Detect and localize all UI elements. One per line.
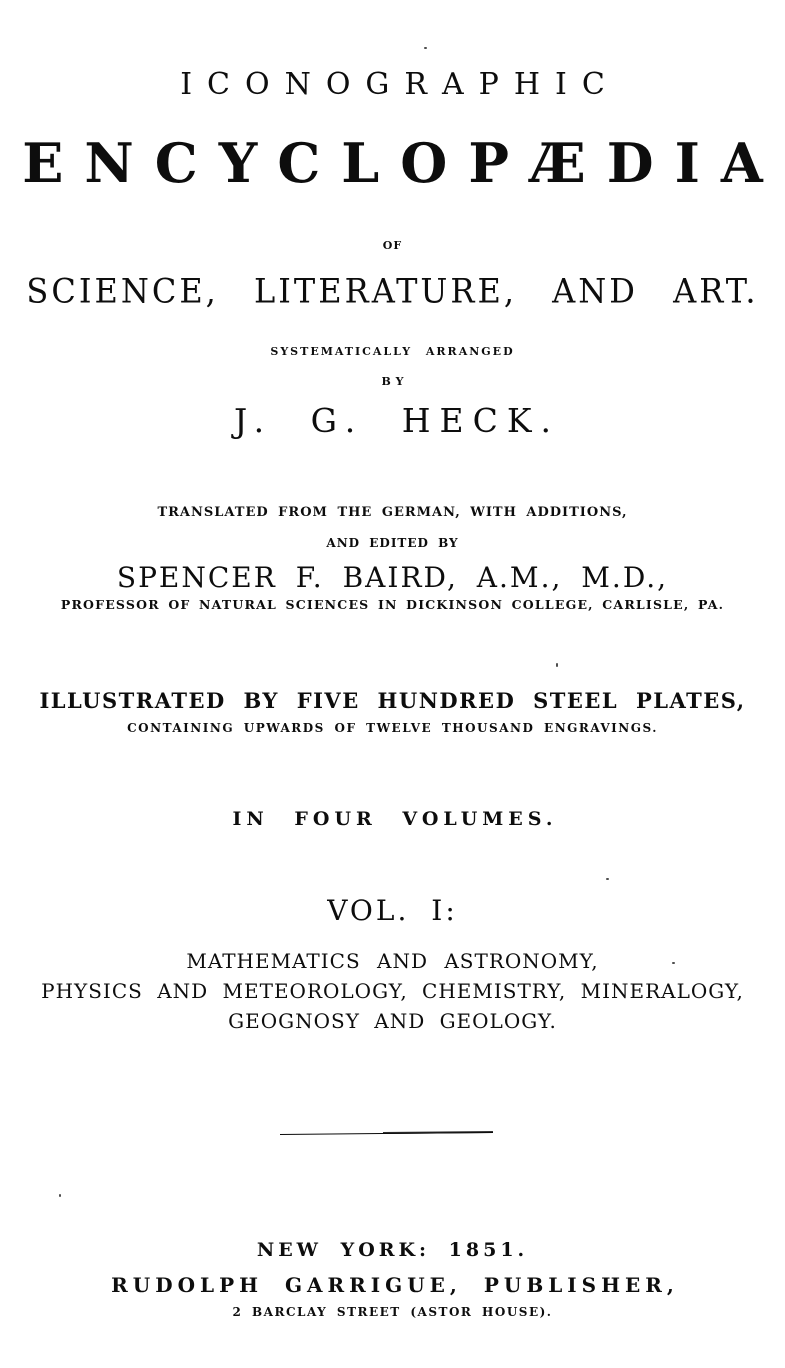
volume-number: VOL. I: — [327, 894, 458, 927]
editor-title: PROFESSOR OF NATURAL SCIENCES IN DICKINSON COLLEGE, CARLISLE, PA. — [60, 597, 725, 612]
pretitle: ICONOGRAPHIC — [180, 67, 620, 102]
scan-speck — [59, 1194, 61, 1197]
main-title: ENCYCLOPÆDIA — [22, 131, 784, 195]
editor-name: SPENCER F. BAIRD, A.M., M.D., — [116, 561, 669, 594]
divider-rule — [280, 1132, 493, 1135]
imprint-address: 2 BARCLAY STREET (ASTOR HOUSE). — [232, 1305, 553, 1319]
of-label: OF — [382, 239, 403, 252]
scan-speck — [424, 47, 427, 49]
scan-speck — [672, 962, 675, 964]
arranged-line: SYSTEMATICALLY ARRANGED — [270, 345, 515, 358]
illustration-line-2: CONTAINING UPWARDS OF TWELVE THOUSAND ENGRAVINGS. — [127, 721, 658, 735]
subject-line: SCIENCE, LITERATURE, AND ART. — [26, 270, 759, 311]
translation-line-1: TRANSLATED FROM THE GERMAN, WITH ADDITIONS, — [157, 505, 628, 520]
by-label: BY — [381, 375, 409, 388]
volumes-line: IN FOUR VOLUMES. — [232, 808, 558, 830]
scan-speck — [556, 663, 558, 667]
author-name: J. G. HECK. — [233, 401, 561, 440]
scan-speck — [606, 878, 609, 880]
imprint-publisher: RUDOLPH GARRIGUE, PUBLISHER, — [111, 1273, 679, 1297]
volume-contents-line-2: PHYSICS AND METEOROLOGY, CHEMISTRY, MINERALOGY, — [41, 979, 744, 1003]
volume-contents-line-3: GEOGNOSY AND GEOLOGY. — [228, 1009, 557, 1033]
translation-line-2: AND EDITED BY — [326, 536, 459, 550]
illustration-line-1: ILLUSTRATED BY FIVE HUNDRED STEEL PLATES, — [39, 688, 746, 713]
imprint-city-year: NEW YORK: 1851. — [256, 1239, 529, 1261]
volume-contents-line-1: MATHEMATICS AND ASTRONOMY, — [186, 949, 599, 973]
